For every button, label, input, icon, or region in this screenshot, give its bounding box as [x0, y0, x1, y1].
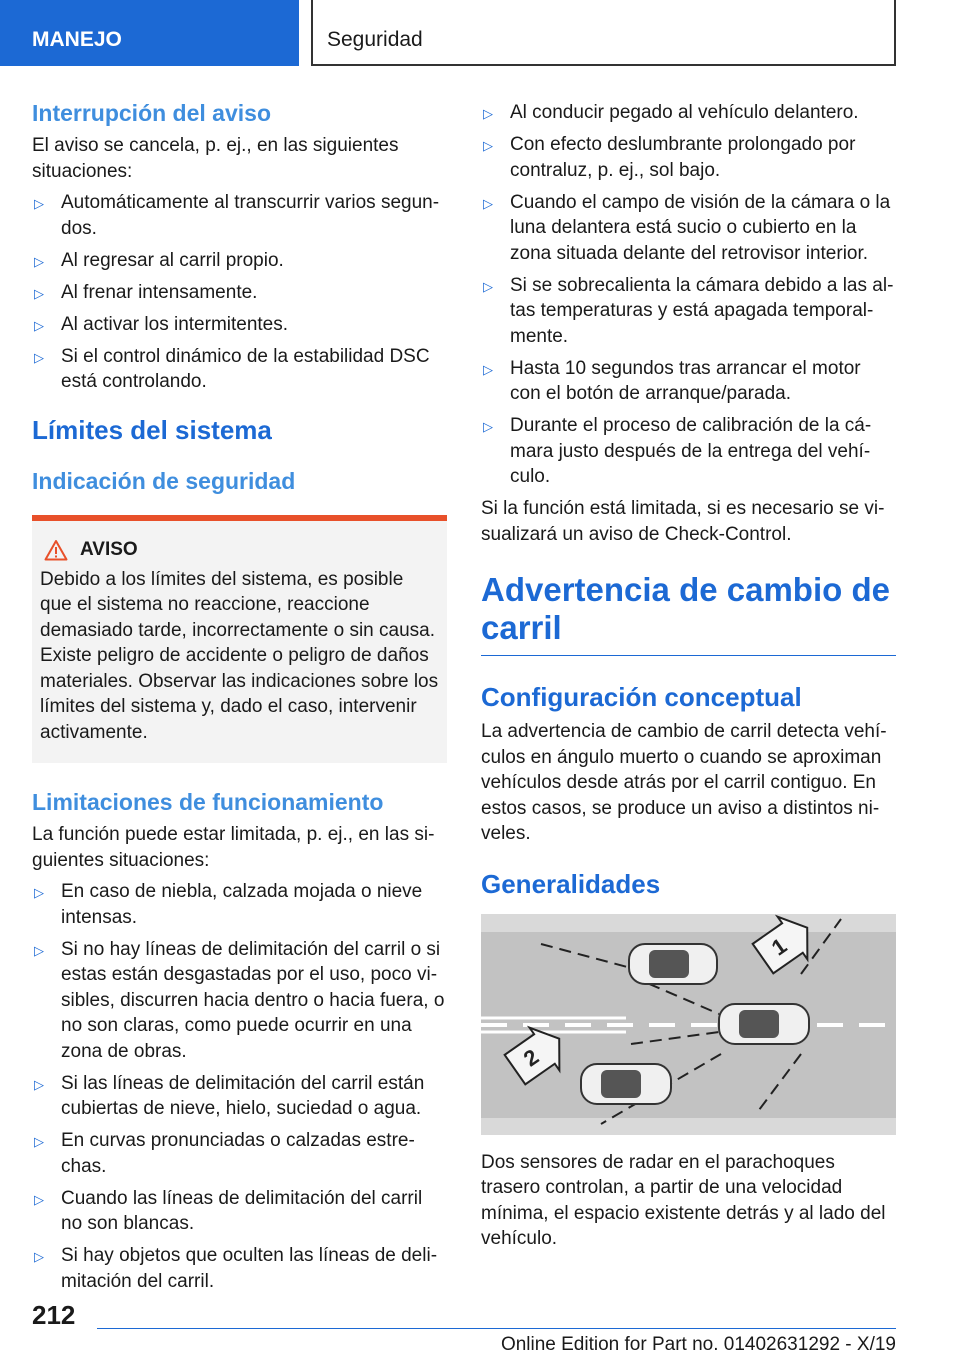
- triangle-bullet-icon: ▷: [483, 195, 493, 211]
- list-item: ▷ Al activar los intermitentes.: [32, 312, 447, 338]
- list-item: ▷ Con efecto deslumbrante prolongado por contraluz, p. ej., sol bajo.: [483, 134, 856, 181]
- list-item: ▷ Si se sobrecalienta la cámara debido a las altas temperaturas y está apagada temporalmente.: [483, 274, 894, 347]
- footer-edition: Online Edition for Part no. 01402631292 - X/19: [500, 1334, 896, 1355]
- paragraph-configuracion: La advertencia de cambio de carril detecta vehículos en ángulo muerto o cuando se aproximan vehículos desde atrás por el carril contiguo. En estos casos, se produce un aviso a distintos niveles.: [481, 721, 887, 844]
- triangle-bullet-icon: ▷: [483, 278, 493, 294]
- triangle-bullet-icon: ▷: [34, 317, 44, 333]
- car-icon: [629, 944, 717, 984]
- header-section-label: MANEJO: [32, 28, 122, 51]
- triangle-bullet-icon: ▷: [483, 361, 493, 377]
- warning-box: [32, 515, 447, 764]
- warning-triangle-icon: [44, 539, 68, 561]
- marker-2-label: 2: [518, 1043, 544, 1071]
- heading-generalidades: Generalidades: [481, 868, 661, 899]
- page-number: 212: [32, 1300, 76, 1330]
- heading-indicacion: Indicación de seguridad: [32, 467, 296, 494]
- right-column: [481, 100, 896, 1258]
- list-item: ▷ Durante el proceso de calibración de la cámara justo después de la entrega del vehículo.: [483, 415, 872, 487]
- triangle-bullet-icon: ▷: [34, 942, 44, 958]
- triangle-bullet-icon: ▷: [34, 1134, 44, 1149]
- warning-text: Debido a los límites del sistema, es posible que el sistema no reaccione, reaccione demasiado tarde, incorrectamente o sin causa. Existe peligro de accidente o peligro de daños materiales. Observar las indicaciones sobre los límites del sistema y, dado el caso, intervenir activamente.: [40, 568, 439, 743]
- warning-header: [40, 539, 439, 561]
- marker-1-label: 1: [766, 932, 792, 960]
- triangle-bullet-icon: ▷: [34, 885, 44, 900]
- header-section-tab: [0, 0, 299, 66]
- header-chapter-tab: [311, 0, 896, 66]
- heading-configuracion: Configuración conceptual: [481, 682, 802, 712]
- list-limitaciones: [32, 879, 447, 1294]
- triangle-bullet-icon: ▷: [34, 1249, 44, 1264]
- car-icon: [719, 1004, 809, 1044]
- header-chapter-label: Seguridad: [327, 28, 423, 51]
- footer-divider: [97, 1328, 896, 1329]
- triangle-bullet-icon: ▷: [483, 138, 493, 153]
- heading-interrupcion: Interrupción del aviso: [32, 100, 271, 126]
- list-item: ▷ Cuando el campo de visión de la cámara o la luna delantera está sucio o cubierto en la zona situada delante del retrovisor interior.: [483, 191, 891, 264]
- heading-limitaciones: Limitaciones de funcionamiento: [32, 789, 384, 815]
- warning-title: AVISO: [80, 538, 138, 560]
- paragraph-sensores: Dos sensores de radar en el parachoques trasero controlan, a partir de una velocidad mínima, el espacio existente detrás y al lado del vehículo.: [481, 1151, 886, 1249]
- list-item: ▷ En curvas pronunciadas o calzadas estrechas.: [34, 1130, 415, 1177]
- car-icon: [581, 1064, 671, 1104]
- list-item: ▷ Cuando las líneas de delimitación del carril no son blancas.: [34, 1187, 423, 1234]
- triangle-bullet-icon: ▷: [34, 349, 44, 365]
- list-limitaciones-cont: [481, 100, 896, 490]
- triangle-bullet-icon: ▷: [483, 419, 493, 434]
- lane-change-illustration: [481, 914, 896, 1135]
- triangle-bullet-icon: ▷: [34, 253, 44, 269]
- heading-limites: Límites del sistema: [32, 414, 272, 445]
- list-item: ▷ Hasta 10 segundos tras arrancar el motor con el botón de arranque/parada.: [483, 357, 861, 404]
- list-item: ▷ En caso de niebla, calzada mojada o nieve intensas.: [34, 881, 423, 928]
- triangle-bullet-icon: ▷: [483, 106, 493, 121]
- list-item: ▷ Si las líneas de delimitación del carril están cubiertas de nieve, hielo, suciedad o agua.: [34, 1072, 425, 1119]
- list-item: ▷ Si no hay líneas de delimitación del carril o si estas están desgastadas por el uso, poco visibles, discurren hacia dentro o hacia fuera, o no son claras, como puede ocurrir en una zona de obras.: [34, 938, 445, 1062]
- heading-advertencia-block: [481, 571, 896, 656]
- paragraph-interrupcion: El aviso se cancela, p. ej., en las siguientes situaciones:: [32, 135, 399, 182]
- triangle-bullet-icon: ▷: [34, 196, 44, 211]
- paragraph-checkcontrol: Si la función está limitada, si es necesario se visualizará un aviso de Check-Control.: [481, 498, 885, 545]
- triangle-bullet-icon: ▷: [34, 1191, 44, 1207]
- list-item: ▷ Si hay objetos que oculten las líneas de delimitación del carril.: [34, 1245, 438, 1292]
- list-item: ▷ Al frenar intensamente.: [32, 280, 447, 306]
- heading-advertencia: Advertencia de cambio de carril: [481, 571, 890, 646]
- list-item: ▷ Si el control dinámico de la estabilidad DSC está controlando.: [34, 345, 430, 392]
- triangle-bullet-icon: ▷: [34, 285, 44, 301]
- list-item: ▷ Al conducir pegado al vehículo delantero.: [481, 100, 896, 126]
- triangle-bullet-icon: ▷: [34, 1076, 44, 1092]
- list-interrupcion: [32, 190, 447, 395]
- list-item: ▷ Automáticamente al transcurrir varios segundos.: [34, 192, 440, 239]
- list-item: ▷ Al regresar al carril propio.: [32, 248, 447, 274]
- paragraph-limitaciones: La función puede estar limitada, p. ej., en las siguientes situaciones:: [32, 824, 435, 871]
- left-column: [32, 100, 447, 1301]
